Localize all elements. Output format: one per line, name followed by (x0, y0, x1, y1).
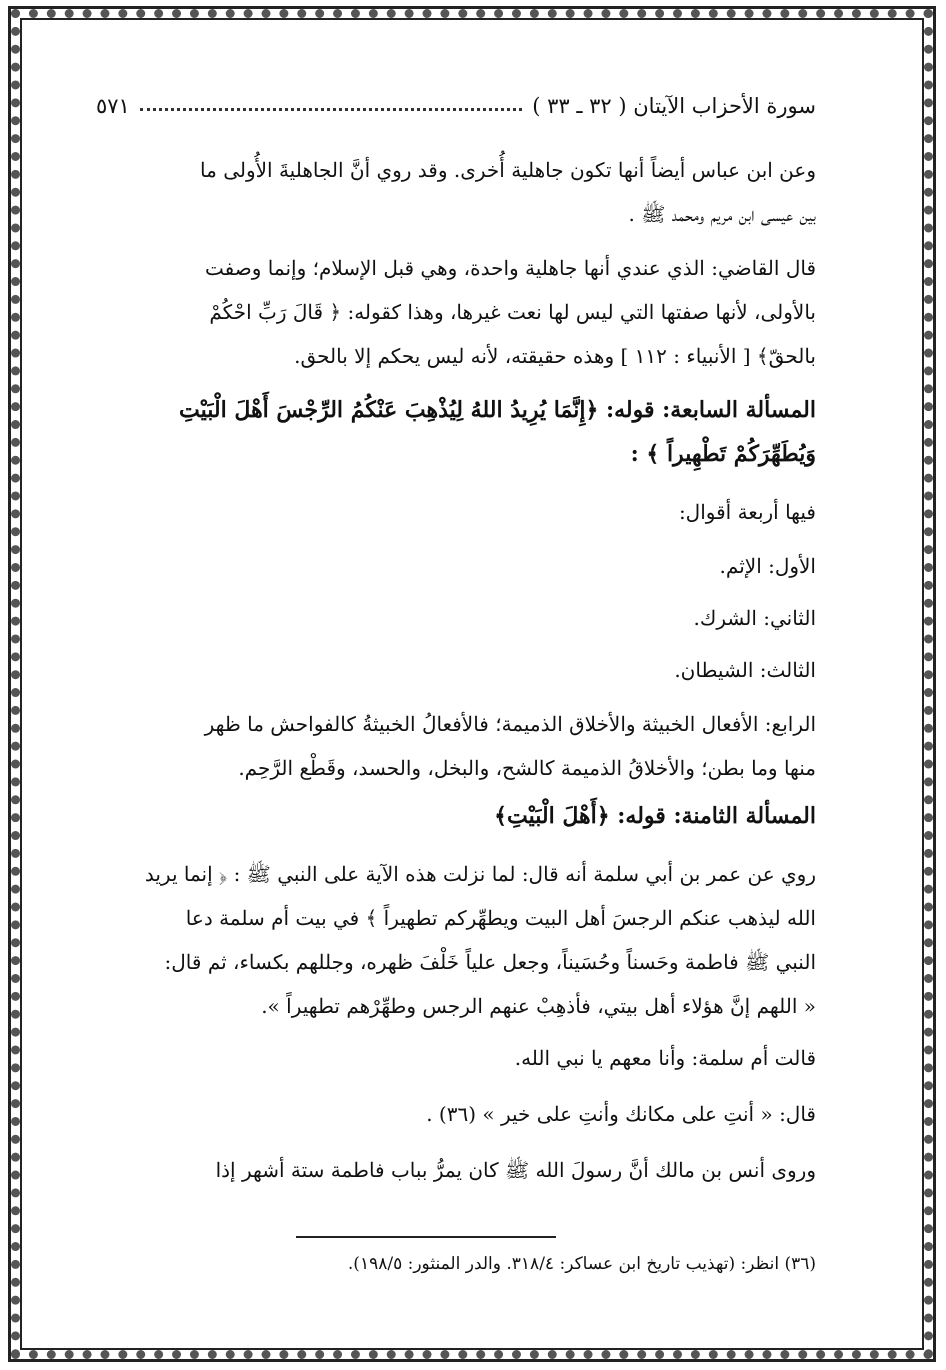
text-line: الثاني: الشرك. (693, 606, 816, 630)
list-item-1 (96, 544, 816, 588)
text-line: فيها أربعة أقوال: (678, 500, 816, 524)
text-line: المسألة الثامنة: قوله: ﴿أَهْلَ الْبَيْتِ﴾ (494, 803, 816, 829)
text-line: وعن ابن عباس أيضاً أنها تكون جاهلية أُخرى. وقد روي أنَّ الجاهليةَ الأُولى ما (200, 158, 816, 182)
section-7-heading (96, 388, 816, 476)
text-line: قال القاضي: الذي عندي أنها جاهلية واحدة، وهي قبل الإسلام؛ وإنما وصفت (205, 256, 816, 280)
text-line: قالت أم سلمة: وأنا معهم يا نبي الله. (514, 1046, 816, 1070)
text-line: الثالث: الشيطان. (674, 658, 816, 682)
paragraph-1 (96, 148, 816, 236)
text-line: روي عن عمر بن أبي سلمة أنه قال: لما نزلت هذه الآية على النبي ﷺ : ﴿ إنما يريد (144, 862, 816, 886)
footnote: (٣٦) انظر: (تهذيب تاريخ ابن عساكر: ٣١٨/٤. والدر المنثور: ١٩٨/٥). (347, 1254, 816, 1274)
text-line: المسألة السابعة: قوله: ﴿إِنَّمَا يُرِيدُ اللهُ لِيُذْهِبَ عَنْكُمُ الرِّجْسَ أَهْلَ الْبَيْتِ (179, 397, 816, 423)
list-item-4 (96, 702, 816, 790)
text-line: الرابع: الأفعال الخبيثة والأخلاق الذميمة؛ فالأفعالُ الخبيثةُ كالفواحش ما ظهر (204, 712, 816, 736)
text-line: بالحقّ﴾ [ الأنبياء : ١١٢ ] وهذه حقيقته، لأنه ليس يحكم إلا بالحق. (294, 344, 816, 368)
text-line: الأول: الإثم. (719, 554, 816, 578)
text-line: منها وما بطن؛ والأخلاقُ الذميمة كالشح، والبخل، والحسد، وقَطْع الرَّحِم. (238, 756, 816, 780)
text-line: الله ليذهب عنكم الرجسَ أهل البيت ويطهِّركم تطهيراً ﴾ في بيت أم سلمة دعا (185, 906, 816, 930)
paragraph-4 (96, 852, 816, 1028)
paragraph-5 (96, 1036, 816, 1080)
text-line: « اللهم إنَّ هؤلاء أهل بيتي، فأذهِبْ عنهم الرجس وطهِّرْهم تطهيراً ». (261, 994, 816, 1018)
paragraph-2 (96, 246, 816, 378)
footnote-separator (296, 1236, 556, 1238)
text-line: النبي ﷺ فاطمة وحَسناً وحُسَيناً، وجعل علياً خَلْفَ ظهره، وجللهم بكساء، ثم قال: (164, 950, 816, 974)
text-line: وروى أنس بن مالك أنَّ رسولَ الله ﷺ كان يمرُّ بباب فاطمة ستة أشهر إذا (215, 1158, 816, 1182)
running-header (96, 86, 816, 126)
list-item-3 (96, 648, 816, 692)
book-page (96, 76, 816, 1306)
text-line: بين عيسى ابن مريم ومحمد ﷺ . (628, 202, 816, 226)
text-line: بالأولى، لأنها صفتها التي ليس لها نعت غيرها، وهذا كقوله: ﴿ قَالَ رَبِّ احْكُمْ (209, 300, 816, 324)
header-leader (140, 102, 522, 111)
list-item-2 (96, 596, 816, 640)
section-8-heading (96, 794, 816, 838)
page-number: ٥٧١ (96, 94, 130, 118)
paragraph-7 (96, 1148, 816, 1192)
text-line: قال: « أنتِ على مكانك وأنتِ على خير » (٣٦) . (426, 1102, 816, 1126)
paragraph-6 (96, 1092, 816, 1136)
header-title: سورة الأحزاب الآيتان ( ٣٢ ـ ٣٣ ) (532, 94, 816, 118)
paragraph-3 (96, 490, 816, 534)
text-line: وَيُطَهِّرَكُمْ تَطْهِيراً ﴾ : (630, 441, 816, 467)
